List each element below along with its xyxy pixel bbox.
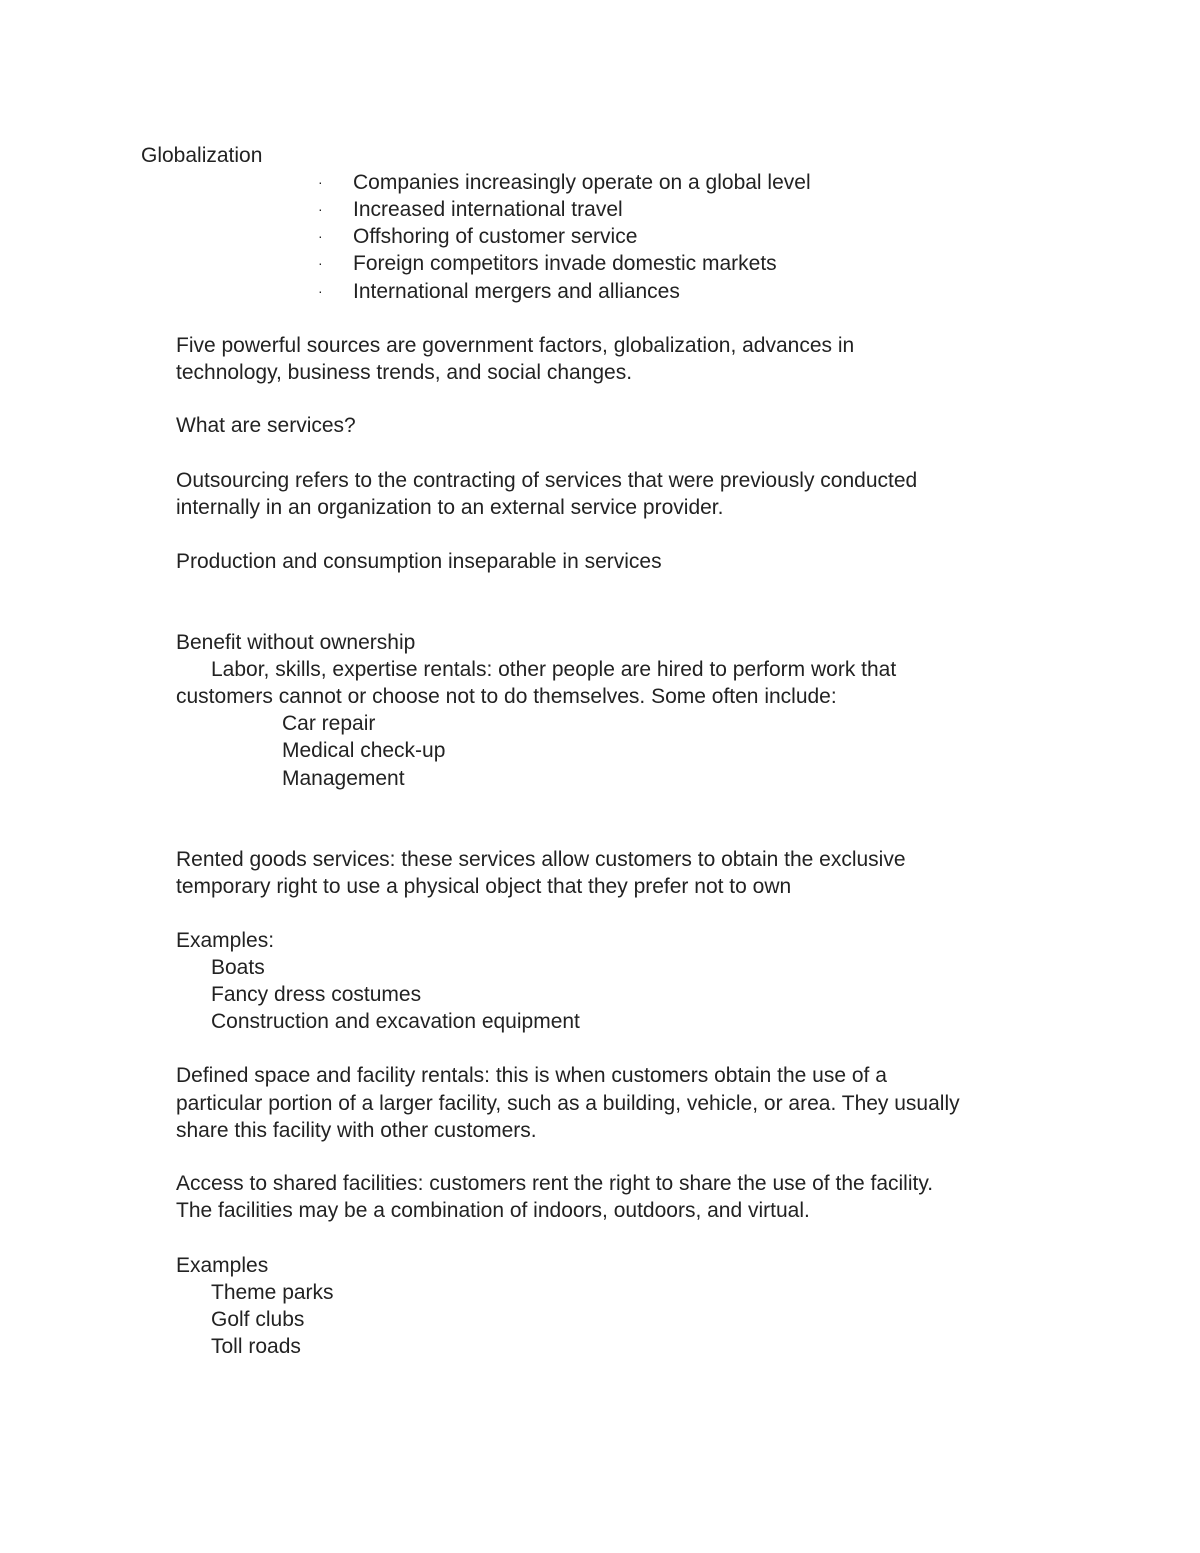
paragraph-line: Rented goods services: these services allow customers to obtain the exclusive xyxy=(176,848,906,871)
paragraph-line: Labor, skills, expertise rentals: other people are hired to perform work that xyxy=(211,658,897,681)
list-item: Golf clubs xyxy=(211,1308,305,1331)
list-item: Toll roads xyxy=(211,1335,301,1358)
list-item: Medical check-up xyxy=(282,739,446,762)
paragraph-production: Production and consumption inseparable in services xyxy=(176,550,662,573)
bullet-marker: · xyxy=(318,228,323,244)
paragraph-line: customers cannot or choose not to do themselves. Some often include: xyxy=(176,685,837,708)
bullet-marker: · xyxy=(318,255,323,271)
paragraph-line: Outsourcing refers to the contracting of services that were previously conducted xyxy=(176,469,918,492)
paragraph-line: internally in an organization to an external service provider. xyxy=(176,496,724,519)
paragraph-line: Defined space and facility rentals: this is when customers obtain the use of a xyxy=(176,1064,887,1087)
list-item: Boats xyxy=(211,956,265,979)
paragraph-line: temporary right to use a physical object that they prefer not to own xyxy=(176,875,792,898)
paragraph-line: technology, business trends, and social changes. xyxy=(176,361,633,384)
paragraph-line: Access to shared facilities: customers rent the right to share the use of the facility. xyxy=(176,1172,934,1195)
question-what-are-services: What are services? xyxy=(176,414,356,437)
section-heading-benefit: Benefit without ownership xyxy=(176,631,416,654)
list-item: Fancy dress costumes xyxy=(211,983,422,1006)
examples-label: Examples: xyxy=(176,929,275,952)
list-item: Construction and excavation equipment xyxy=(211,1010,580,1033)
list-item-text: Companies increasingly operate on a global level xyxy=(353,171,811,194)
bullet-marker: · xyxy=(318,283,323,299)
list-item-text: International mergers and alliances xyxy=(353,280,680,303)
paragraph-line: share this facility with other customers. xyxy=(176,1119,537,1142)
bullet-marker: · xyxy=(318,174,323,190)
section-heading-globalization: Globalization xyxy=(141,144,263,167)
examples-label: Examples xyxy=(176,1254,269,1277)
list-item: Car repair xyxy=(282,712,376,735)
list-item-text: Increased international travel xyxy=(353,198,623,221)
list-item-text: Offshoring of customer service xyxy=(353,225,638,248)
bullet-marker: · xyxy=(318,201,323,217)
paragraph-line: Five powerful sources are government factors, globalization, advances in xyxy=(176,334,855,357)
list-item: Theme parks xyxy=(211,1281,334,1304)
paragraph-line: The facilities may be a combination of indoors, outdoors, and virtual. xyxy=(176,1199,810,1222)
list-item: Management xyxy=(282,767,405,790)
paragraph-line: particular portion of a larger facility, such as a building, vehicle, or area. They usually xyxy=(176,1092,960,1115)
list-item-text: Foreign competitors invade domestic markets xyxy=(353,252,777,275)
